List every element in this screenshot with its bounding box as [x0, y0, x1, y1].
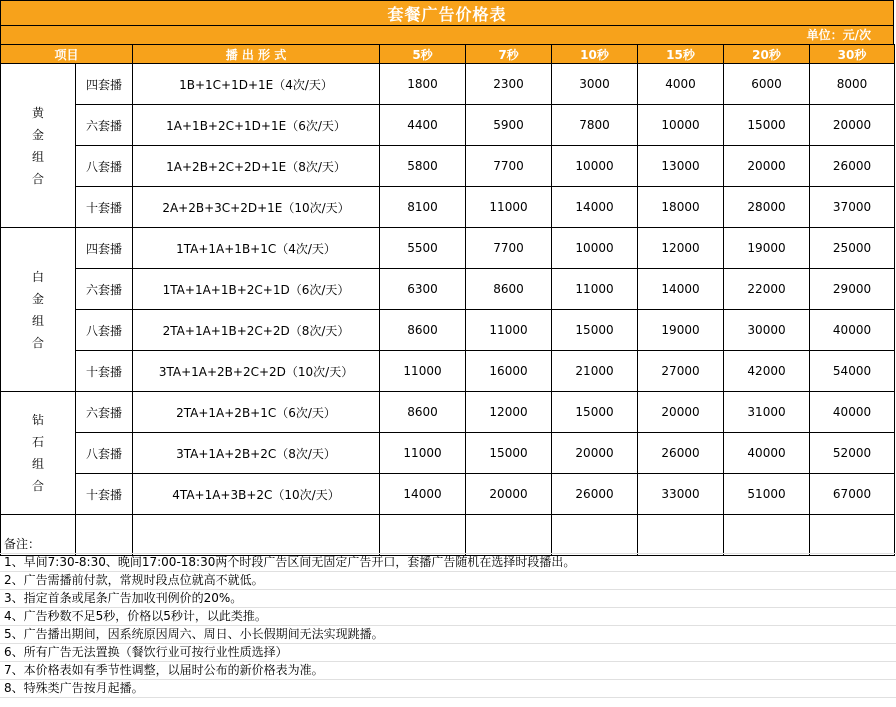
price-table	[0, 44, 895, 556]
price-cell: 14000	[552, 187, 638, 228]
group-name-char: 黄	[31, 105, 44, 120]
price-cell: 26000	[552, 474, 638, 515]
group-name-char: 白	[31, 269, 44, 284]
table-row	[1, 105, 895, 146]
price-cell: 11000	[466, 187, 552, 228]
table-row	[1, 433, 895, 474]
price-cell: 10000	[552, 228, 638, 269]
price-cell: 40000	[810, 310, 895, 351]
price-cell: 7800	[552, 105, 638, 146]
package-cell: 八套播	[76, 310, 133, 351]
note-line: 6、所有广告无法置换（餐饮行业可按行业性质选择）	[0, 644, 896, 662]
package-cell: 四套播	[76, 228, 133, 269]
format-cell: 3TA+1A+2B+2C（8次/天）	[133, 433, 380, 474]
price-cell: 8600	[466, 269, 552, 310]
price-cell: 20000	[724, 146, 810, 187]
price-cell: 5500	[380, 228, 466, 269]
price-cell: 5800	[380, 146, 466, 187]
note-line: 5、广告播出期间，因系统原因周六、周日、小长假期间无法实现跳播。	[0, 626, 896, 644]
price-cell: 15000	[724, 105, 810, 146]
price-cell: 10000	[552, 146, 638, 187]
price-cell: 1800	[380, 64, 466, 105]
header-duration: 10秒	[552, 45, 638, 64]
price-cell: 4400	[380, 105, 466, 146]
group-name-cell	[1, 392, 76, 515]
price-cell: 20000	[810, 105, 895, 146]
format-cell: 1A+2B+2C+2D+1E（8次/天）	[133, 146, 380, 187]
price-cell: 6000	[724, 64, 810, 105]
group-name-char: 金	[31, 291, 44, 306]
price-table-body	[1, 64, 895, 556]
price-cell: 26000	[638, 433, 724, 474]
price-cell: 29000	[810, 269, 895, 310]
table-row	[1, 269, 895, 310]
price-cell: 10000	[638, 105, 724, 146]
price-cell: 40000	[810, 392, 895, 433]
price-cell: 6300	[380, 269, 466, 310]
package-cell: 六套播	[76, 392, 133, 433]
group-name-char: 合	[31, 171, 44, 186]
price-cell: 8600	[380, 392, 466, 433]
format-cell: 3TA+1A+2B+2C+2D（10次/天）	[133, 351, 380, 392]
format-cell: 1TA+1A+1B+2C+1D（6次/天）	[133, 269, 380, 310]
group-name-char: 金	[31, 127, 44, 142]
table-row	[1, 392, 895, 433]
price-cell: 16000	[466, 351, 552, 392]
table-row	[1, 310, 895, 351]
package-cell: 十套播	[76, 474, 133, 515]
group-name-char: 石	[31, 435, 44, 449]
group-name-char: 合	[31, 479, 44, 493]
price-cell: 8100	[380, 187, 466, 228]
header-duration: 7秒	[466, 45, 552, 64]
format-cell: 1A+1B+2C+1D+1E（6次/天）	[133, 105, 380, 146]
price-cell: 14000	[380, 474, 466, 515]
notes-heading: 备注：	[0, 536, 896, 554]
table-row	[1, 351, 895, 392]
group-name-char: 组	[31, 149, 44, 164]
price-cell: 19000	[638, 310, 724, 351]
price-cell: 14000	[638, 269, 724, 310]
package-cell: 六套播	[76, 105, 133, 146]
header-duration: 20秒	[724, 45, 810, 64]
package-cell: 六套播	[76, 269, 133, 310]
price-cell: 26000	[810, 146, 895, 187]
price-cell: 7700	[466, 146, 552, 187]
note-line: 3、指定首条或尾条广告加收刊例价的20%。	[0, 590, 896, 608]
group-name-cell	[1, 228, 76, 392]
price-cell: 20000	[466, 474, 552, 515]
format-cell: 2TA+1A+2B+1C（6次/天）	[133, 392, 380, 433]
group-name-char: 钻	[31, 413, 44, 427]
price-cell: 52000	[810, 433, 895, 474]
price-cell: 12000	[638, 228, 724, 269]
price-cell: 4000	[638, 64, 724, 105]
package-cell: 四套播	[76, 64, 133, 105]
table-row	[1, 146, 895, 187]
price-cell: 25000	[810, 228, 895, 269]
package-cell: 十套播	[76, 351, 133, 392]
price-cell: 15000	[552, 392, 638, 433]
price-cell: 20000	[638, 392, 724, 433]
header-duration: 15秒	[638, 45, 724, 64]
price-cell: 54000	[810, 351, 895, 392]
price-cell: 11000	[552, 269, 638, 310]
price-cell: 19000	[724, 228, 810, 269]
note-line: 8、特殊类广告按月起播。	[0, 680, 896, 698]
format-cell: 2A+2B+3C+2D+1E（10次/天）	[133, 187, 380, 228]
price-cell: 8000	[810, 64, 895, 105]
price-cell: 20000	[552, 433, 638, 474]
note-line: 2、广告需播前付款，常规时段点位就高不就低。	[0, 572, 896, 590]
price-cell: 27000	[638, 351, 724, 392]
table-row	[1, 187, 895, 228]
format-cell: 2TA+1A+1B+2C+2D（8次/天）	[133, 310, 380, 351]
price-cell: 12000	[466, 392, 552, 433]
note-line: 1、早间7:30-8:30、晚间17:00-18:30两个时段广告区间无固定广告开口，套播广告随机在选择时段播出。	[0, 554, 896, 572]
sheet-title: 套餐广告价格表	[0, 0, 894, 26]
price-cell: 30000	[724, 310, 810, 351]
header-format: 播 出 形 式	[133, 45, 380, 64]
price-cell: 40000	[724, 433, 810, 474]
price-cell: 42000	[724, 351, 810, 392]
unit-label: 单位：元/次	[0, 26, 894, 44]
price-cell: 15000	[466, 433, 552, 474]
price-cell: 21000	[552, 351, 638, 392]
price-cell: 67000	[810, 474, 895, 515]
price-cell: 8600	[380, 310, 466, 351]
notes-section	[0, 536, 896, 698]
price-cell: 51000	[724, 474, 810, 515]
format-cell: 1TA+1A+1B+1C（4次/天）	[133, 228, 380, 269]
price-cell: 18000	[638, 187, 724, 228]
header-duration: 30秒	[810, 45, 895, 64]
table-row	[1, 228, 895, 269]
format-cell: 1B+1C+1D+1E（4次/天）	[133, 64, 380, 105]
note-line: 4、广告秒数不足5秒，价格以5秒计，以此类推。	[0, 608, 896, 626]
group-name-char: 组	[31, 313, 44, 328]
group-name-cell	[1, 64, 76, 228]
note-line: 7、本价格表如有季节性调整，以届时公布的新价格表为准。	[0, 662, 896, 680]
format-cell: 4TA+1A+3B+2C（10次/天）	[133, 474, 380, 515]
table-row	[1, 64, 895, 105]
price-cell: 3000	[552, 64, 638, 105]
price-cell: 11000	[380, 351, 466, 392]
group-name-char: 合	[31, 335, 44, 350]
price-cell: 37000	[810, 187, 895, 228]
price-cell: 5900	[466, 105, 552, 146]
header-duration: 5秒	[380, 45, 466, 64]
price-cell: 7700	[466, 228, 552, 269]
price-cell: 11000	[466, 310, 552, 351]
package-cell: 八套播	[76, 433, 133, 474]
package-cell: 八套播	[76, 146, 133, 187]
header-row	[1, 45, 895, 64]
price-cell: 11000	[380, 433, 466, 474]
price-cell: 15000	[552, 310, 638, 351]
table-row	[1, 474, 895, 515]
group-name-char: 组	[31, 457, 44, 471]
price-cell: 31000	[724, 392, 810, 433]
price-cell: 2300	[466, 64, 552, 105]
price-cell: 13000	[638, 146, 724, 187]
price-cell: 33000	[638, 474, 724, 515]
price-cell: 22000	[724, 269, 810, 310]
package-cell: 十套播	[76, 187, 133, 228]
price-cell: 28000	[724, 187, 810, 228]
header-project: 项目	[1, 45, 133, 64]
